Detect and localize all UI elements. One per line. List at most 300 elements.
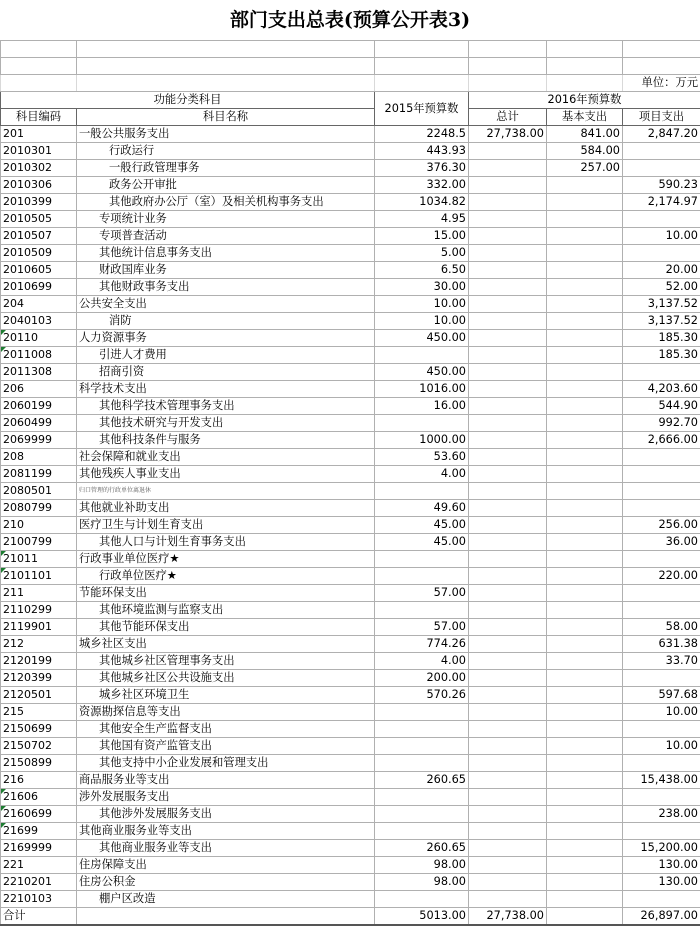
cell-code: 211 bbox=[1, 585, 77, 602]
cell-total bbox=[469, 704, 547, 721]
cell-total bbox=[469, 228, 547, 245]
cell-project: 4,203.60 bbox=[623, 381, 700, 398]
cell-total bbox=[469, 262, 547, 279]
cell-budget-2015 bbox=[375, 789, 469, 806]
header-row-2 bbox=[1, 109, 700, 126]
cell-budget-2015: 570.26 bbox=[375, 687, 469, 704]
cell-total bbox=[469, 534, 547, 551]
cell-budget-2015: 4.00 bbox=[375, 466, 469, 483]
table-row bbox=[1, 483, 700, 500]
cell-code: 2010301 bbox=[1, 143, 77, 160]
cell-basic bbox=[547, 823, 623, 840]
cell-code: 2150899 bbox=[1, 755, 77, 772]
total-project: 26,897.00 bbox=[623, 908, 700, 926]
cell-code: 2120501 bbox=[1, 687, 77, 704]
table-row bbox=[1, 874, 700, 891]
cell-budget-2015: 260.65 bbox=[375, 772, 469, 789]
cell-name: 其他支持中小企业发展和管理支出 bbox=[77, 755, 375, 772]
cell-name: 其他商业服务业等支出 bbox=[77, 823, 375, 840]
cell-budget-2015: 15.00 bbox=[375, 228, 469, 245]
total-basic bbox=[547, 908, 623, 926]
table-row bbox=[1, 670, 700, 687]
cell-basic bbox=[547, 874, 623, 891]
cell-code: 2100799 bbox=[1, 534, 77, 551]
cell-budget-2015 bbox=[375, 483, 469, 500]
cell-code: 2150699 bbox=[1, 721, 77, 738]
cell-name: 住房公积金 bbox=[77, 874, 375, 891]
cell-project: 185.30 bbox=[623, 330, 700, 347]
cell-code: 201 bbox=[1, 126, 77, 143]
cell-name: 行政单位医疗★ bbox=[77, 568, 375, 585]
cell-project bbox=[623, 823, 700, 840]
table-row bbox=[1, 347, 700, 364]
cell-name: 其他安全生产监督支出 bbox=[77, 721, 375, 738]
cell-total bbox=[469, 296, 547, 313]
table-row bbox=[1, 806, 700, 823]
total-row bbox=[1, 908, 700, 926]
cell-budget-2015: 774.26 bbox=[375, 636, 469, 653]
table-row bbox=[1, 330, 700, 347]
cell-project: 130.00 bbox=[623, 874, 700, 891]
cell-budget-2015 bbox=[375, 568, 469, 585]
cell-project bbox=[623, 466, 700, 483]
cell-project: 36.00 bbox=[623, 534, 700, 551]
cell-total bbox=[469, 279, 547, 296]
table-row bbox=[1, 126, 700, 143]
cell-code: 2169999 bbox=[1, 840, 77, 857]
cell-total bbox=[469, 772, 547, 789]
cell-total bbox=[469, 313, 547, 330]
cell-code: 221 bbox=[1, 857, 77, 874]
cell-code: 2120199 bbox=[1, 653, 77, 670]
cell-basic bbox=[547, 449, 623, 466]
cell-project bbox=[623, 211, 700, 228]
cell-basic bbox=[547, 194, 623, 211]
cell-budget-2015: 1034.82 bbox=[375, 194, 469, 211]
cell-name: 其他科学技术管理事务支出 bbox=[77, 398, 375, 415]
cell-basic bbox=[547, 687, 623, 704]
table-row bbox=[1, 313, 700, 330]
table-row bbox=[1, 245, 700, 262]
cell-budget-2015 bbox=[375, 551, 469, 568]
cell-total bbox=[469, 874, 547, 891]
table-row bbox=[1, 823, 700, 840]
cell-code: 2120399 bbox=[1, 670, 77, 687]
cell-code: 2011008 bbox=[1, 347, 77, 364]
cell-name: 归口管理的行政单位离退休 bbox=[77, 483, 375, 500]
cell-name: 其他财政事务支出 bbox=[77, 279, 375, 296]
cell-project: 3,137.52 bbox=[623, 313, 700, 330]
cell-basic bbox=[547, 245, 623, 262]
table-row bbox=[1, 194, 700, 211]
cell-code: 21011 bbox=[1, 551, 77, 568]
table-row bbox=[1, 279, 700, 296]
cell-code: 2011308 bbox=[1, 364, 77, 381]
cell-budget-2015: 450.00 bbox=[375, 364, 469, 381]
header-basic: 基本支出 bbox=[547, 109, 623, 126]
cell-budget-2015: 1016.00 bbox=[375, 381, 469, 398]
unit-row bbox=[1, 75, 700, 92]
blank-row bbox=[1, 58, 700, 75]
cell-code: 2210201 bbox=[1, 874, 77, 891]
cell-total bbox=[469, 466, 547, 483]
header-name: 科目名称 bbox=[77, 109, 375, 126]
cell-basic bbox=[547, 772, 623, 789]
table-row bbox=[1, 721, 700, 738]
cell-budget-2015 bbox=[375, 738, 469, 755]
cell-code: 2069999 bbox=[1, 432, 77, 449]
cell-total bbox=[469, 568, 547, 585]
cell-basic bbox=[547, 806, 623, 823]
cell-budget-2015: 332.00 bbox=[375, 177, 469, 194]
cell-budget-2015: 45.00 bbox=[375, 517, 469, 534]
cell-code: 2060199 bbox=[1, 398, 77, 415]
table-row bbox=[1, 398, 700, 415]
cell-basic: 841.00 bbox=[547, 126, 623, 143]
cell-budget-2015: 45.00 bbox=[375, 534, 469, 551]
cell-name: 商品服务业等支出 bbox=[77, 772, 375, 789]
cell-code: 216 bbox=[1, 772, 77, 789]
cell-code: 21606 bbox=[1, 789, 77, 806]
cell-code: 2110299 bbox=[1, 602, 77, 619]
cell-budget-2015: 260.65 bbox=[375, 840, 469, 857]
cell-name: 公共安全支出 bbox=[77, 296, 375, 313]
table-row bbox=[1, 636, 700, 653]
cell-code: 208 bbox=[1, 449, 77, 466]
cell-basic bbox=[547, 551, 623, 568]
cell-budget-2015: 5.00 bbox=[375, 245, 469, 262]
cell-basic bbox=[547, 636, 623, 653]
cell-budget-2015 bbox=[375, 755, 469, 772]
total-label: 合计 bbox=[1, 908, 77, 926]
cell-project bbox=[623, 245, 700, 262]
cell-project: 256.00 bbox=[623, 517, 700, 534]
cell-name: 人力资源事务 bbox=[77, 330, 375, 347]
table-row bbox=[1, 449, 700, 466]
cell-project bbox=[623, 483, 700, 500]
table-row bbox=[1, 177, 700, 194]
cell-code: 2101101 bbox=[1, 568, 77, 585]
cell-total bbox=[469, 840, 547, 857]
cell-basic bbox=[547, 381, 623, 398]
cell-basic bbox=[547, 432, 623, 449]
cell-project: 2,174.97 bbox=[623, 194, 700, 211]
cell-code: 2210103 bbox=[1, 891, 77, 908]
cell-total bbox=[469, 194, 547, 211]
cell-total bbox=[469, 177, 547, 194]
cell-code: 2080501 bbox=[1, 483, 77, 500]
cell-project: 15,200.00 bbox=[623, 840, 700, 857]
cell-code: 2010306 bbox=[1, 177, 77, 194]
header-row-1 bbox=[1, 92, 700, 109]
cell-basic bbox=[547, 483, 623, 500]
cell-code: 2010399 bbox=[1, 194, 77, 211]
table-row bbox=[1, 619, 700, 636]
cell-budget-2015: 53.60 bbox=[375, 449, 469, 466]
cell-basic bbox=[547, 330, 623, 347]
cell-project bbox=[623, 891, 700, 908]
cell-name: 其他人口与计划生育事务支出 bbox=[77, 534, 375, 551]
cell-name: 其他商业服务业等支出 bbox=[77, 840, 375, 857]
cell-name: 城乡社区环境卫生 bbox=[77, 687, 375, 704]
cell-total bbox=[469, 721, 547, 738]
cell-project bbox=[623, 160, 700, 177]
cell-code: 206 bbox=[1, 381, 77, 398]
table-row bbox=[1, 687, 700, 704]
cell-total bbox=[469, 806, 547, 823]
cell-project: 20.00 bbox=[623, 262, 700, 279]
table-row bbox=[1, 160, 700, 177]
cell-total bbox=[469, 891, 547, 908]
cell-budget-2015: 98.00 bbox=[375, 857, 469, 874]
cell-total bbox=[469, 670, 547, 687]
cell-budget-2015: 450.00 bbox=[375, 330, 469, 347]
cell-name: 其他环境监测与监察支出 bbox=[77, 602, 375, 619]
cell-total bbox=[469, 245, 547, 262]
table-row bbox=[1, 891, 700, 908]
cell-budget-2015: 57.00 bbox=[375, 585, 469, 602]
cell-basic bbox=[547, 296, 623, 313]
table-row bbox=[1, 432, 700, 449]
table-row bbox=[1, 381, 700, 398]
header-budget-2016: 2016年预算数 bbox=[469, 92, 700, 109]
cell-budget-2015: 4.95 bbox=[375, 211, 469, 228]
total-total: 27,738.00 bbox=[469, 908, 547, 926]
cell-budget-2015: 1000.00 bbox=[375, 432, 469, 449]
cell-project: 185.30 bbox=[623, 347, 700, 364]
cell-basic bbox=[547, 228, 623, 245]
cell-budget-2015 bbox=[375, 806, 469, 823]
unit-label: 单位：万元 bbox=[623, 75, 700, 92]
total-budget-2015: 5013.00 bbox=[375, 908, 469, 926]
cell-code: 2010699 bbox=[1, 279, 77, 296]
cell-project: 15,438.00 bbox=[623, 772, 700, 789]
table-row bbox=[1, 755, 700, 772]
cell-total bbox=[469, 653, 547, 670]
cell-project: 590.23 bbox=[623, 177, 700, 194]
cell-code: 2010302 bbox=[1, 160, 77, 177]
cell-budget-2015 bbox=[375, 891, 469, 908]
cell-code: 20110 bbox=[1, 330, 77, 347]
cell-basic bbox=[547, 789, 623, 806]
cell-basic bbox=[547, 364, 623, 381]
cell-code: 210 bbox=[1, 517, 77, 534]
cell-total bbox=[469, 738, 547, 755]
cell-total bbox=[469, 381, 547, 398]
table-row bbox=[1, 296, 700, 313]
cell-project: 2,666.00 bbox=[623, 432, 700, 449]
cell-name: 医疗卫生与计划生育支出 bbox=[77, 517, 375, 534]
cell-total bbox=[469, 449, 547, 466]
cell-project: 10.00 bbox=[623, 704, 700, 721]
cell-project: 992.70 bbox=[623, 415, 700, 432]
header-func-class: 功能分类科目 bbox=[1, 92, 375, 109]
cell-project: 10.00 bbox=[623, 738, 700, 755]
table-row bbox=[1, 840, 700, 857]
blank-row bbox=[1, 41, 700, 58]
cell-budget-2015: 57.00 bbox=[375, 619, 469, 636]
cell-name: 节能环保支出 bbox=[77, 585, 375, 602]
cell-basic bbox=[547, 670, 623, 687]
cell-total bbox=[469, 160, 547, 177]
page-title: 部门支出总表(预算公开表3) bbox=[0, 0, 700, 40]
cell-name: 其他城乡社区管理事务支出 bbox=[77, 653, 375, 670]
cell-name: 科学技术支出 bbox=[77, 381, 375, 398]
cell-budget-2015 bbox=[375, 415, 469, 432]
cell-basic bbox=[547, 891, 623, 908]
cell-project bbox=[623, 551, 700, 568]
cell-project bbox=[623, 721, 700, 738]
cell-name: 其他科技条件与服务 bbox=[77, 432, 375, 449]
cell-budget-2015 bbox=[375, 721, 469, 738]
cell-name: 行政运行 bbox=[77, 143, 375, 160]
cell-name: 引进人才费用 bbox=[77, 347, 375, 364]
cell-project: 238.00 bbox=[623, 806, 700, 823]
cell-project: 10.00 bbox=[623, 228, 700, 245]
cell-name: 财政国库业务 bbox=[77, 262, 375, 279]
cell-name: 涉外发展服务支出 bbox=[77, 789, 375, 806]
cell-basic: 257.00 bbox=[547, 160, 623, 177]
cell-name: 一般行政管理事务 bbox=[77, 160, 375, 177]
cell-project bbox=[623, 670, 700, 687]
cell-code: 2010605 bbox=[1, 262, 77, 279]
cell-basic bbox=[547, 534, 623, 551]
cell-basic bbox=[547, 466, 623, 483]
cell-basic bbox=[547, 704, 623, 721]
cell-total bbox=[469, 551, 547, 568]
cell-total bbox=[469, 636, 547, 653]
cell-code: 2081199 bbox=[1, 466, 77, 483]
cell-name: 其他残疾人事业支出 bbox=[77, 466, 375, 483]
cell-budget-2015: 49.60 bbox=[375, 500, 469, 517]
cell-total: 27,738.00 bbox=[469, 126, 547, 143]
cell-total bbox=[469, 432, 547, 449]
cell-name: 其他国有资产监管支出 bbox=[77, 738, 375, 755]
cell-budget-2015: 4.00 bbox=[375, 653, 469, 670]
cell-project: 631.38 bbox=[623, 636, 700, 653]
table-row bbox=[1, 789, 700, 806]
cell-budget-2015: 6.50 bbox=[375, 262, 469, 279]
cell-total bbox=[469, 347, 547, 364]
cell-name: 社会保障和就业支出 bbox=[77, 449, 375, 466]
cell-budget-2015 bbox=[375, 602, 469, 619]
cell-budget-2015 bbox=[375, 823, 469, 840]
cell-project: 52.00 bbox=[623, 279, 700, 296]
cell-budget-2015: 200.00 bbox=[375, 670, 469, 687]
cell-basic bbox=[547, 619, 623, 636]
cell-code: 2060499 bbox=[1, 415, 77, 432]
cell-project bbox=[623, 755, 700, 772]
cell-name: 其他统计信息事务支出 bbox=[77, 245, 375, 262]
cell-basic bbox=[547, 313, 623, 330]
header-code: 科目编码 bbox=[1, 109, 77, 126]
table-row bbox=[1, 568, 700, 585]
cell-basic bbox=[547, 721, 623, 738]
table-row bbox=[1, 585, 700, 602]
cell-total bbox=[469, 415, 547, 432]
cell-code: 2010507 bbox=[1, 228, 77, 245]
cell-project bbox=[623, 602, 700, 619]
table-row bbox=[1, 704, 700, 721]
cell-total bbox=[469, 500, 547, 517]
cell-budget-2015 bbox=[375, 347, 469, 364]
cell-name: 其他涉外发展服务支出 bbox=[77, 806, 375, 823]
cell-basic bbox=[547, 840, 623, 857]
cell-code: 2080799 bbox=[1, 500, 77, 517]
cell-budget-2015: 98.00 bbox=[375, 874, 469, 891]
cell-project: 544.90 bbox=[623, 398, 700, 415]
table-row bbox=[1, 772, 700, 789]
cell-name: 棚户区改造 bbox=[77, 891, 375, 908]
cell-name: 其他就业补助支出 bbox=[77, 500, 375, 517]
cell-total bbox=[469, 483, 547, 500]
cell-project bbox=[623, 449, 700, 466]
cell-name: 专项统计业务 bbox=[77, 211, 375, 228]
cell-basic bbox=[547, 415, 623, 432]
cell-code: 2040103 bbox=[1, 313, 77, 330]
cell-name: 专项普查活动 bbox=[77, 228, 375, 245]
cell-code: 21699 bbox=[1, 823, 77, 840]
cell-budget-2015: 10.00 bbox=[375, 296, 469, 313]
cell-total bbox=[469, 857, 547, 874]
cell-total bbox=[469, 789, 547, 806]
table-row bbox=[1, 211, 700, 228]
cell-budget-2015: 443.93 bbox=[375, 143, 469, 160]
cell-project bbox=[623, 585, 700, 602]
table-row bbox=[1, 143, 700, 160]
cell-name: 其他节能环保支出 bbox=[77, 619, 375, 636]
cell-code: 204 bbox=[1, 296, 77, 313]
cell-basic bbox=[547, 262, 623, 279]
cell-budget-2015: 30.00 bbox=[375, 279, 469, 296]
header-budget-2015: 2015年预算数 bbox=[375, 92, 469, 126]
cell-name: 消防 bbox=[77, 313, 375, 330]
cell-budget-2015: 10.00 bbox=[375, 313, 469, 330]
cell-project bbox=[623, 143, 700, 160]
cell-project: 58.00 bbox=[623, 619, 700, 636]
cell-name: 其他城乡社区公共设施支出 bbox=[77, 670, 375, 687]
cell-budget-2015: 376.30 bbox=[375, 160, 469, 177]
cell-total bbox=[469, 364, 547, 381]
cell-code: 2160699 bbox=[1, 806, 77, 823]
header-project: 项目支出 bbox=[623, 109, 700, 126]
cell-project bbox=[623, 789, 700, 806]
cell-total bbox=[469, 398, 547, 415]
cell-project bbox=[623, 500, 700, 517]
table-row bbox=[1, 602, 700, 619]
budget-table bbox=[0, 40, 700, 926]
cell-total bbox=[469, 602, 547, 619]
table-row bbox=[1, 517, 700, 534]
cell-total bbox=[469, 517, 547, 534]
cell-name: 政务公开审批 bbox=[77, 177, 375, 194]
cell-total bbox=[469, 330, 547, 347]
table-row bbox=[1, 415, 700, 432]
cell-basic bbox=[547, 398, 623, 415]
table-row bbox=[1, 653, 700, 670]
cell-basic bbox=[547, 177, 623, 194]
total-empty bbox=[77, 908, 375, 926]
cell-total bbox=[469, 143, 547, 160]
cell-basic: 584.00 bbox=[547, 143, 623, 160]
cell-basic bbox=[547, 279, 623, 296]
cell-name: 住房保障支出 bbox=[77, 857, 375, 874]
table-row bbox=[1, 500, 700, 517]
cell-basic bbox=[547, 211, 623, 228]
cell-code: 212 bbox=[1, 636, 77, 653]
cell-total bbox=[469, 755, 547, 772]
cell-budget-2015: 2248.5 bbox=[375, 126, 469, 143]
